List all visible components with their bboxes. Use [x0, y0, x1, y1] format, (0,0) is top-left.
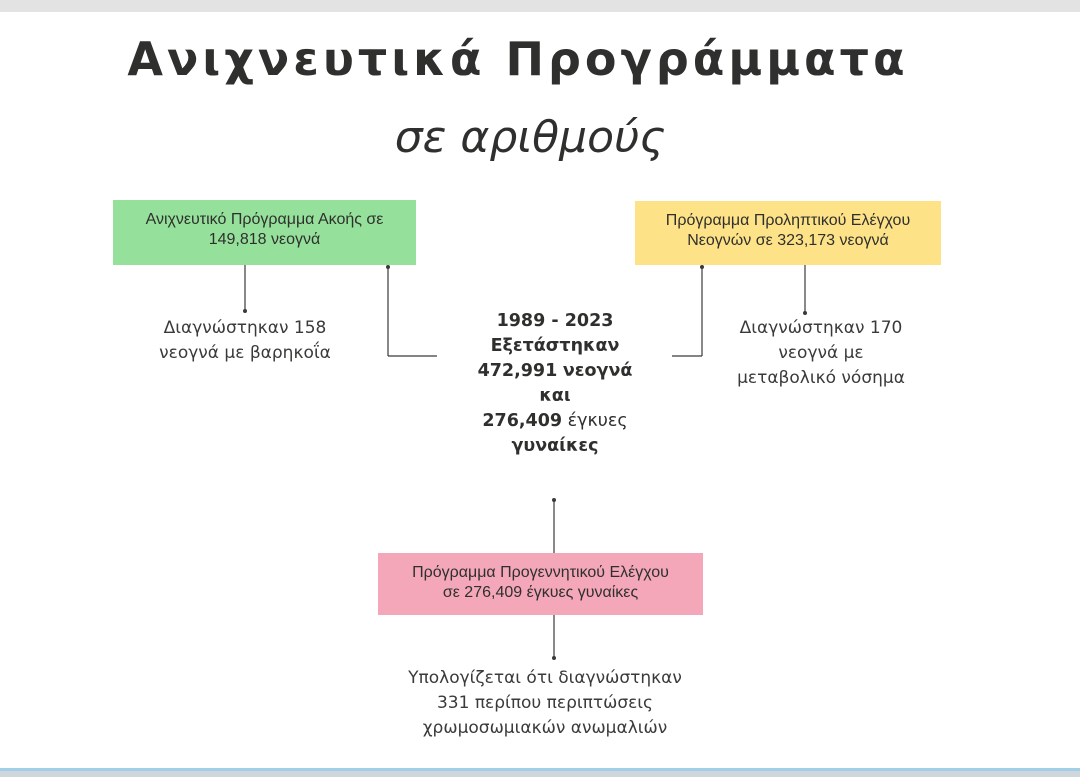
center-years: 1989 - 2023: [496, 311, 614, 331]
metabolic-program-box: [635, 201, 941, 265]
prenatal-program-line2: σε 276,409 έγκυες γυναίκες: [442, 584, 639, 601]
connector-dot: [386, 265, 390, 269]
center-newborns-number: 472,991: [477, 361, 558, 381]
page-subtitle: σε αριθμούς: [394, 112, 666, 163]
metabolic-result-line3: μεταβολικό νόσημα: [737, 368, 905, 388]
prenatal-result-text: [375, 666, 715, 741]
prenatal-result-line3: χρωμοσωμιακών ανωμαλιών: [422, 718, 668, 738]
connector-dot: [552, 498, 556, 502]
hearing-result-text: [130, 316, 360, 366]
prenatal-result-line2: 331 περίπου περιπτώσεις: [436, 693, 654, 713]
connector-dot: [803, 311, 807, 315]
center-newborns-word: νεογνά: [562, 361, 633, 381]
metabolic-result-line1: Διαγνώστηκαν 170: [739, 318, 903, 338]
hearing-result-line1: Διαγνώστηκαν 158: [163, 318, 327, 338]
connector-dot: [700, 265, 704, 269]
center-women: [445, 409, 665, 434]
connector-dot: [552, 656, 556, 660]
hearing-program-line2: 149,818 νεογνά: [208, 231, 321, 248]
metabolic-result-line2: νεογνά με: [778, 343, 864, 363]
hearing-result-line2: νεογνά με βαρηκοΐα: [159, 343, 331, 363]
prenatal-program-box: [378, 553, 703, 615]
center-and: και: [539, 386, 571, 406]
metabolic-program-line1: Πρόγραμμα Προληπτικού Ελέγχου: [665, 212, 911, 229]
center-summary: [445, 309, 665, 459]
metabolic-program-line2: Νεογνών σε 323,173 νεογνά: [687, 232, 889, 249]
center-women-number: 276,409: [482, 411, 563, 431]
center-newborns: [445, 359, 665, 384]
page-title: Ανιχνευτικά Προγράμματα: [127, 32, 909, 86]
center-examined: Εξετάστηκαν: [490, 336, 620, 356]
hearing-program-box: [113, 200, 416, 265]
center-women-word: έγκυες: [567, 411, 628, 431]
prenatal-program-line1: Πρόγραμμα Προγεννητικού Ελέγχου: [412, 564, 669, 581]
hearing-program-line1: Ανιχνευτικό Πρόγραμμα Ακοής σε: [145, 211, 384, 228]
prenatal-result-line1: Υπολογίζεται ότι διαγνώστηκαν: [408, 668, 682, 688]
center-women-word2: γυναίκες: [511, 436, 599, 456]
connector-dot: [243, 309, 247, 313]
metabolic-result-text: [716, 316, 926, 391]
